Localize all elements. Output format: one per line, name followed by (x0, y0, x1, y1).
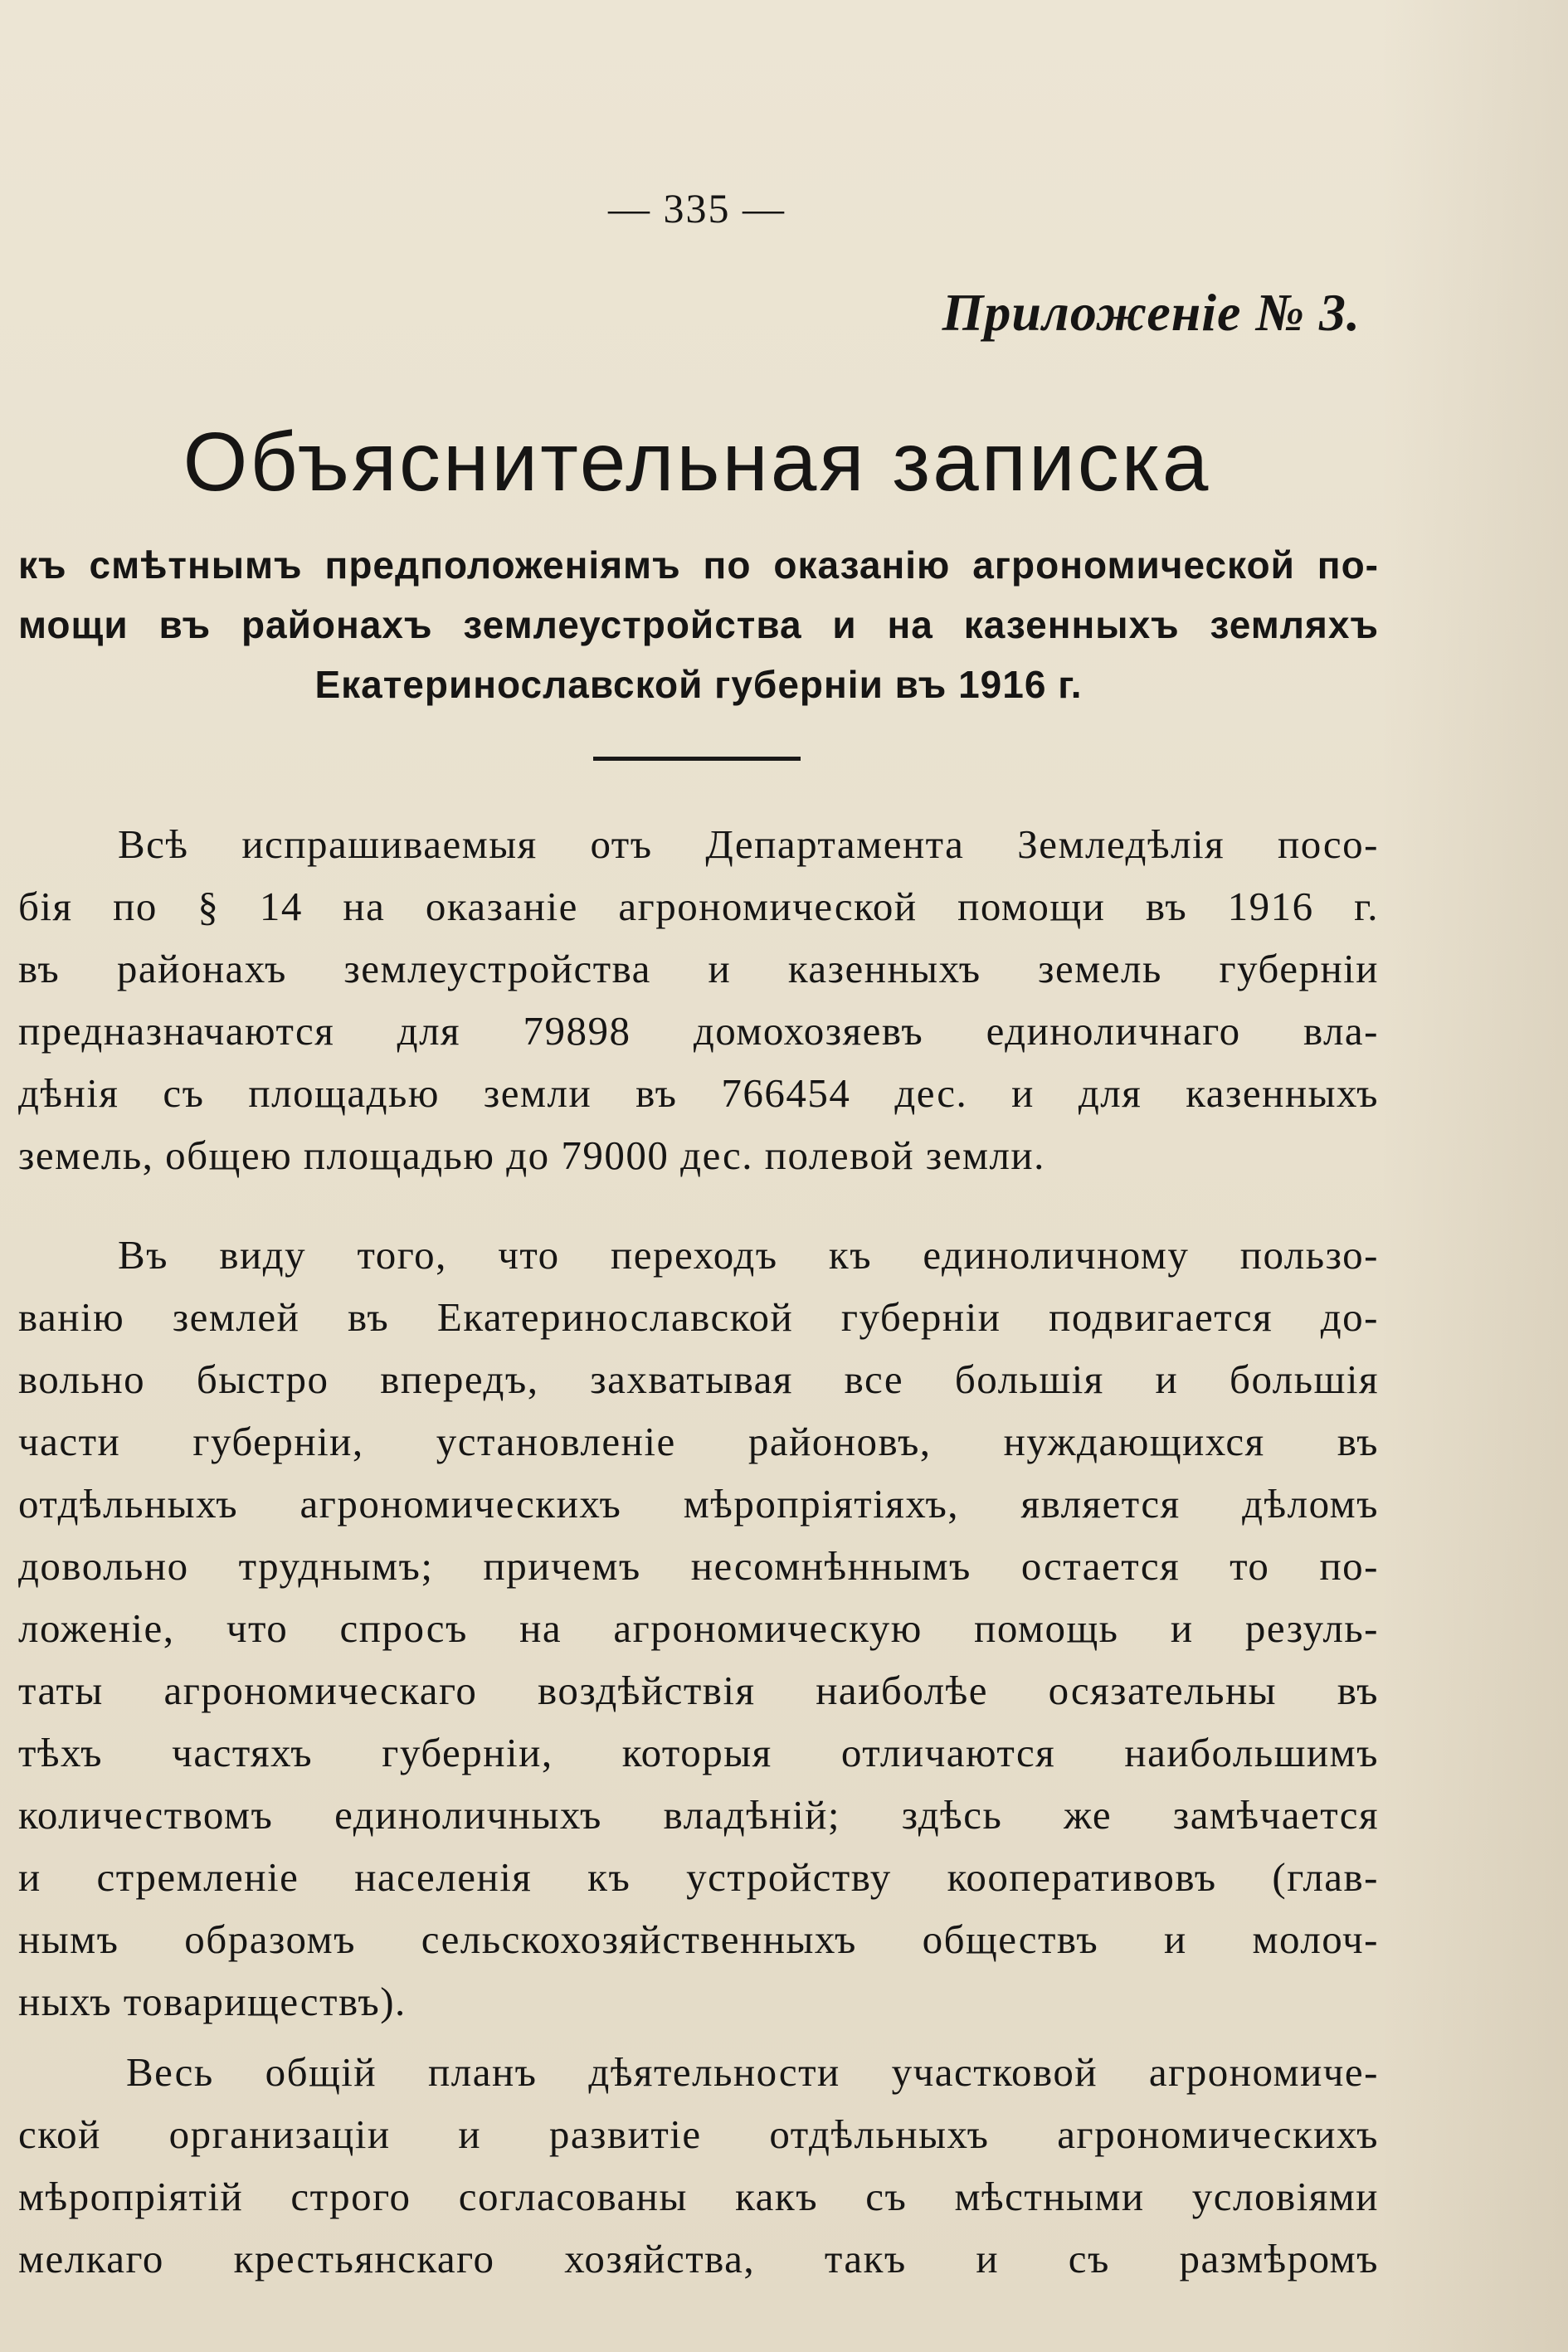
appendix-label: Приложенiе № 3. (942, 283, 1361, 342)
paragraph-3 (18, 2041, 1379, 2290)
document-subtitle (18, 535, 1379, 714)
text-line: Весь общiй планъ дѣятельности участковой агрономиче- (126, 2049, 1379, 2095)
text-line: мелкаго крестьянскаго хозяйства, такъ и съ размѣромъ (18, 2236, 1379, 2281)
paragraph-1 (18, 813, 1379, 1186)
text-line: таты агрономическаго воздѣйствiя наиболѣе осязательны въ (18, 1668, 1379, 1713)
text-line: отдѣльныхъ агрономическихъ мѣропрiятiяхъ, является дѣломъ (18, 1481, 1379, 1527)
text-line: тѣхъ частяхъ губернiи, которыя отличаются наибольшимъ (18, 1730, 1379, 1775)
document-title: Объяснительная записка (183, 416, 1211, 509)
section-divider (593, 757, 801, 761)
text-line: количествомъ единоличныхъ владѣнiй; здѣсь же замѣчается (18, 1792, 1379, 1838)
subtitle-line: къ смѣтнымъ предположенiямъ по оказанiю агрономической по- (18, 543, 1379, 587)
text-line: Всѣ испрашиваемыя отъ Департамента Земледѣлiя посо- (118, 821, 1379, 867)
text-line: Въ виду того, что переходъ къ единоличному пользо- (118, 1232, 1379, 1278)
text-line: и стремленiе населенiя къ устройству кооперативовъ (глав- (18, 1854, 1379, 1900)
paragraph-2 (18, 1224, 1379, 2033)
text-line: части губернiи, установленiе районовъ, нуждающихся въ (18, 1419, 1379, 1464)
text-line: ской организацiи и развитiе отдѣльныхъ агрономическихъ (18, 2111, 1379, 2157)
text-line: мѣропрiятiй строго согласованы какъ съ мѣстными условiями (18, 2174, 1379, 2219)
text-line: вольно быстро впередъ, захватывая все большiя и большiя (18, 1356, 1379, 1402)
text-line: нымъ образомъ сельскохозяйственныхъ обществъ и молоч- (18, 1916, 1379, 1962)
subtitle-line: мощи въ районахъ землеустройства и на казенныхъ земляхъ (18, 603, 1379, 646)
page-number: — 335 — (608, 185, 786, 231)
text-line: ныхъ товариществъ). (18, 1979, 407, 2024)
text-line: бiя по § 14 на оказанiе агрономической помощи въ 1916 г. (18, 884, 1379, 929)
text-line: земель, общею площадью до 79000 дес. полевой земли. (18, 1132, 1045, 1178)
subtitle-line: Екатеринославской губернiи въ 1916 г. (314, 663, 1083, 706)
text-line: довольно труднымъ; причемъ несомнѣннымъ остается то по- (18, 1543, 1379, 1589)
text-line: ложенiе, что спросъ на агрономическую помощь и резуль- (18, 1605, 1379, 1651)
text-line: ванiю землей въ Екатеринославской губернiи подвигается до- (18, 1294, 1379, 1340)
text-line: предназначаются для 79898 домохозяевъ единоличнаго вла- (18, 1008, 1379, 1054)
text-line: дѣнiя съ площадью земли въ 766454 дес. и для казенныхъ (18, 1070, 1379, 1116)
text-line: въ районахъ землеустройства и казенныхъ земель губернiи (18, 946, 1379, 991)
